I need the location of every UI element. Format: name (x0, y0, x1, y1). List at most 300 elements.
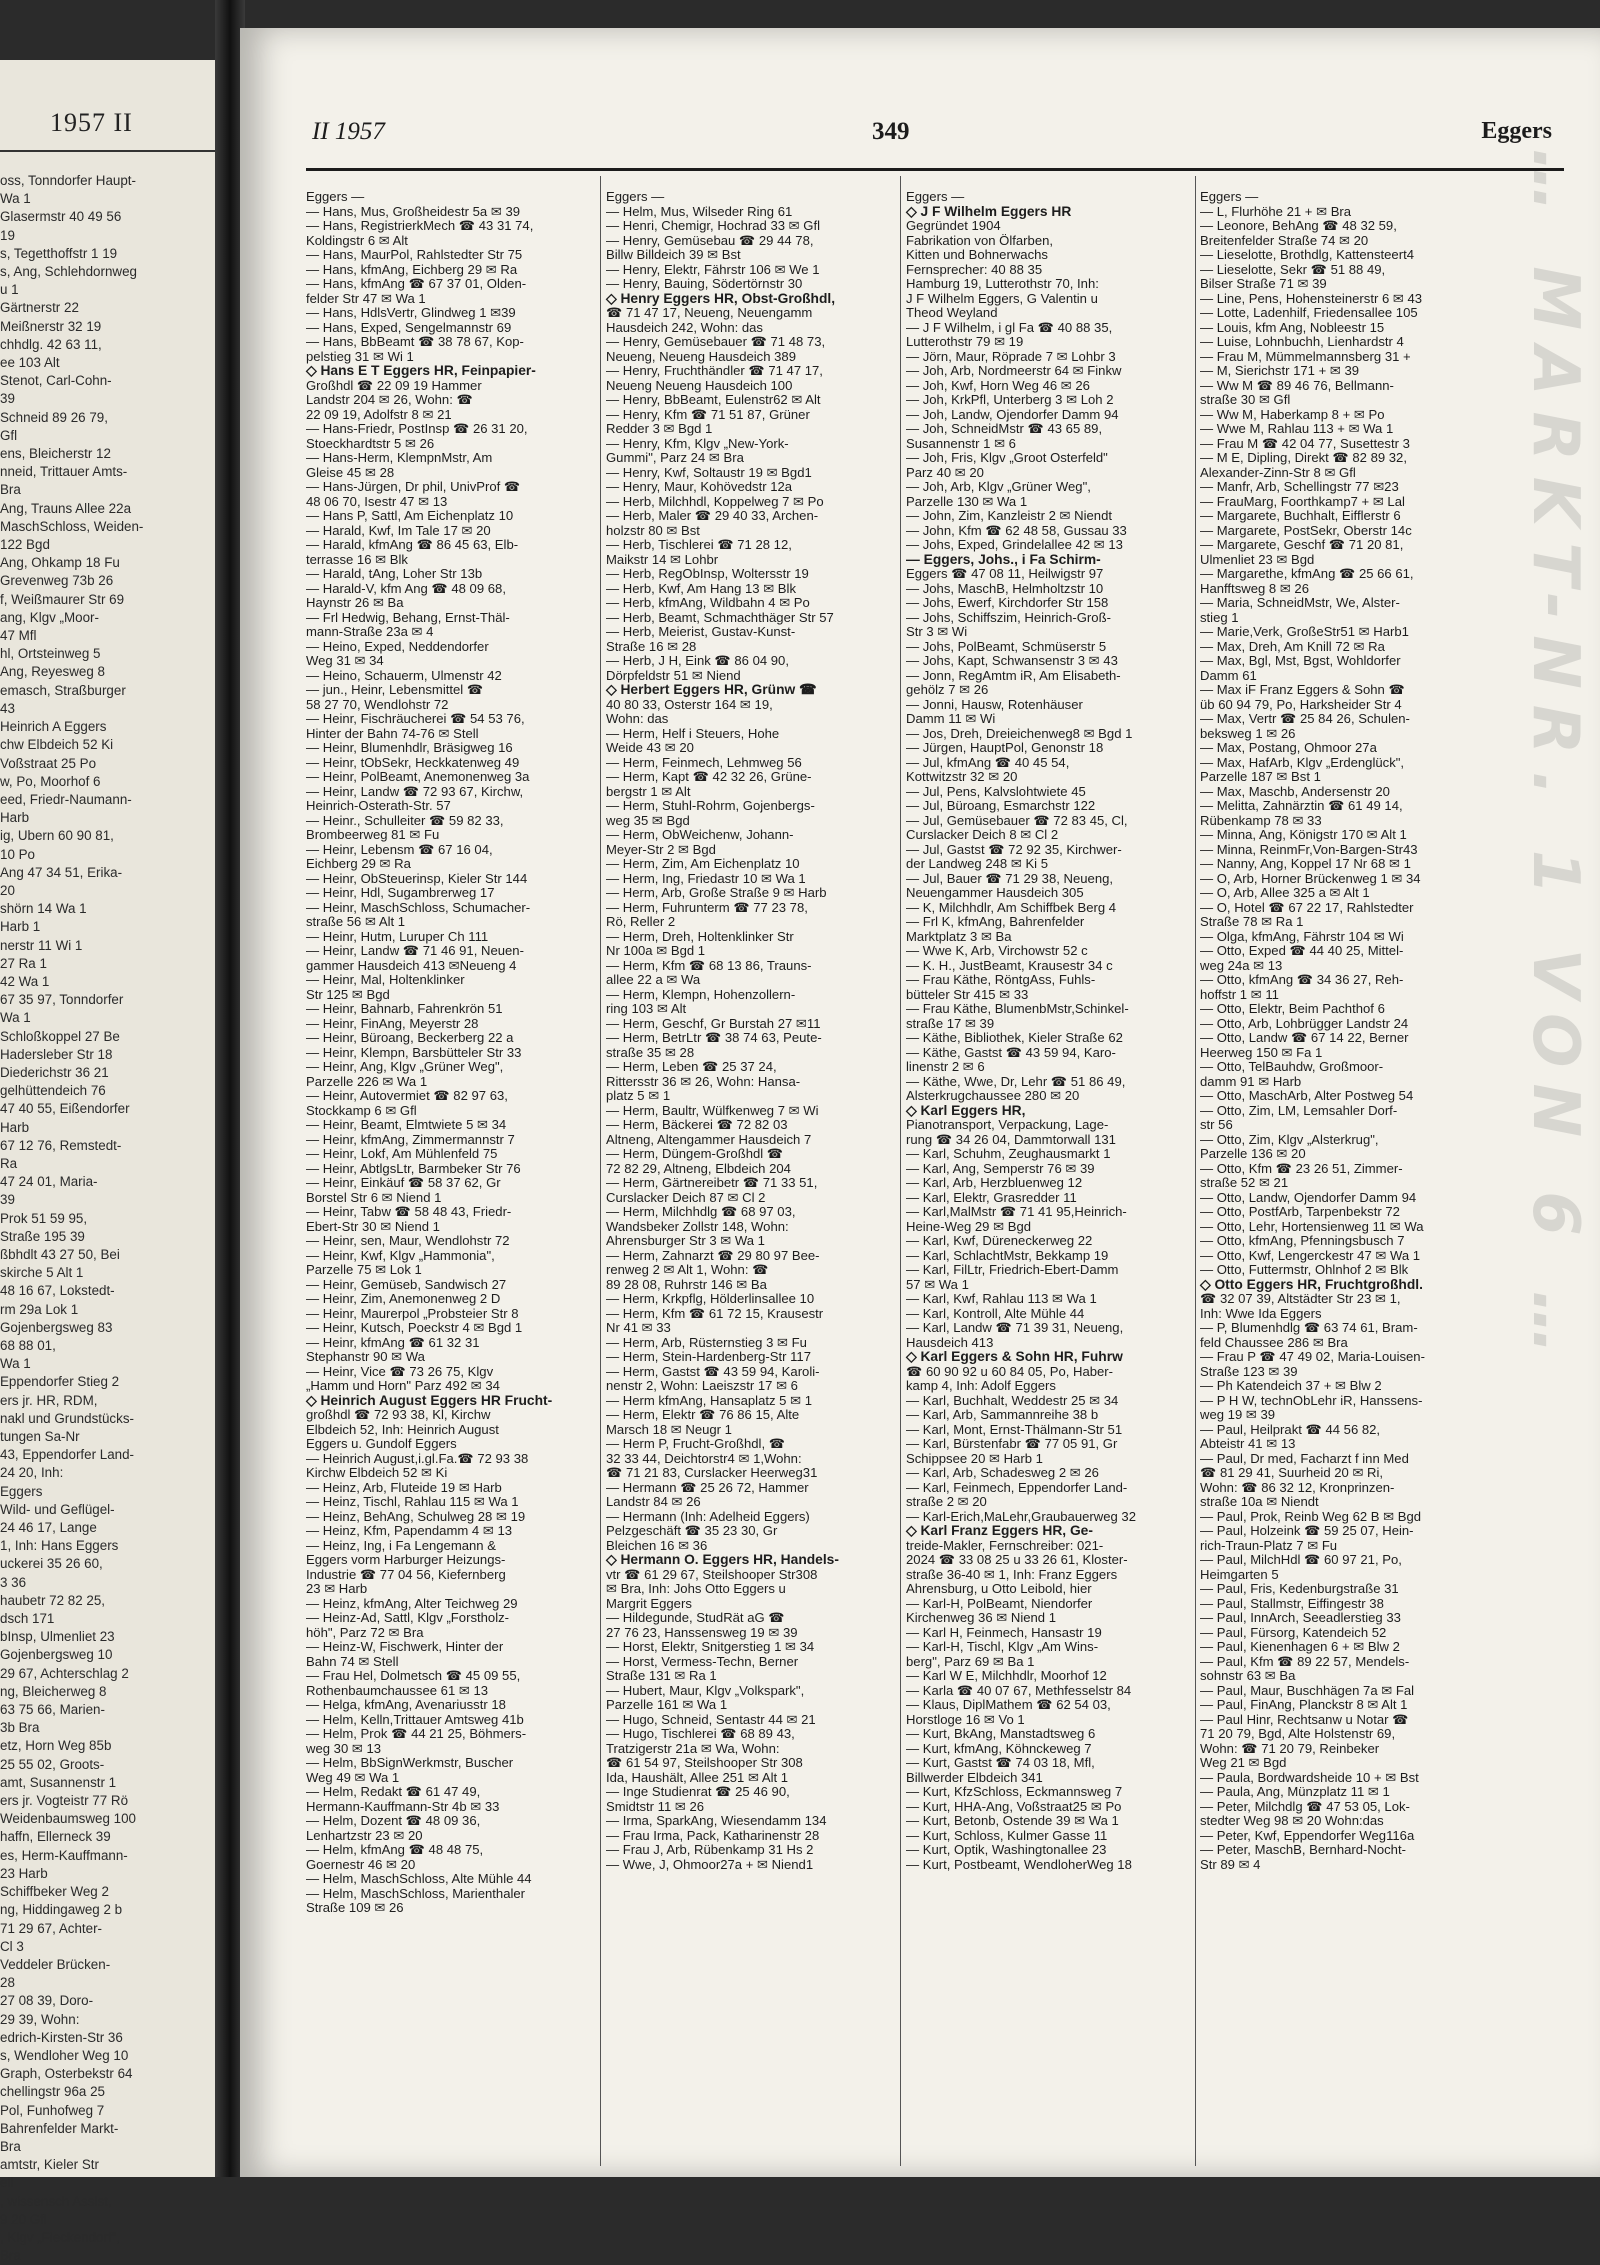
left-page-line: s, Tegetthoffstr 1 19 (0, 245, 118, 261)
directory-entry-line: — Otto, Kwf, Lengerckestr 47 ✉ Wa 1 (1200, 1247, 1421, 1263)
directory-entry-line: Eggers — (606, 189, 665, 204)
directory-entry-line: stedter Weg 98 ✉ 20 Wohn:das (1200, 1813, 1384, 1828)
directory-entry-line: — M E, Dipling, Direkt ☎ 82 89 32, (1200, 450, 1407, 465)
directory-entry-line: pelstieg 31 ✉ Wi 1 (306, 348, 414, 364)
directory-entry-line: Hausdeich 242, Wohn: das (606, 319, 763, 335)
left-page-line: chw Elbdeich 52 Ki (0, 737, 114, 753)
directory-entry-line: — Joh, SchneidMstr ☎ 43 65 89, (906, 421, 1103, 436)
directory-entry-line: Tratzigerstr 21a ✉ Wa, Wohn: (606, 1740, 780, 1756)
left-page-line: Wild- und Geflügel- (0, 1501, 115, 1517)
directory-entry-line: — Kurt, Schloss, Kulmer Gasse 11 (906, 1827, 1108, 1843)
directory-entry-line: Wohn: das (606, 711, 669, 726)
left-page-line: 23 Harb (0, 1865, 48, 1881)
directory-entry-line: — Otto, Zim, LM, Lemsahler Dorf- (1200, 1102, 1398, 1118)
directory-entry-line: — Herm kfmAng, Hansaplatz 5 ✉ 1 (606, 1392, 812, 1408)
directory-entry-line: — Heinr, Einkäuf ☎ 58 37 62, Gr (306, 1175, 501, 1190)
directory-entry-line: — Hans, HdlsVertr, Glindweg 1 ✉39 (306, 305, 516, 320)
directory-entry-line: — Hans P, Sattl, Am Eichenplatz 10 (306, 508, 514, 523)
directory-entry-line: — O, Hotel ☎ 67 22 17, Rahlstedter (1200, 899, 1414, 915)
left-page-line: Meißnerstr 32 19 (0, 318, 102, 334)
directory-entry-line: Str 125 ✉ Bgd (306, 986, 390, 1002)
left-page-line: bInsp, Ulmenliet 23 (0, 1629, 115, 1645)
directory-entry-line: Billw Billdeich 39 ✉ Bst (606, 247, 741, 262)
directory-entry-line: üb 60 94 79, Po, Harksheider Str 4 (1200, 696, 1402, 712)
directory-entry-line: — Wwe M, Rahlau 113 + ✉ Wa 1 (1200, 421, 1394, 436)
directory-entry-line: — Herm, Kapt ☎ 42 32 26, Grüne- (606, 769, 812, 784)
directory-entry-line: — Maria, SchneidMstr, We, Alster- (1200, 595, 1400, 610)
directory-entry-line: terrasse 16 ✉ Blk (306, 551, 408, 567)
left-page-line: 29 39, Wohn: (0, 2011, 80, 2027)
directory-entry-line: — Frl Hedwig, Behang, Ernst-Thäl- (306, 609, 510, 625)
left-page-line: ang, Klgv „Moor- (0, 609, 99, 625)
directory-entry-line: Hamburg 19, Lutterothstr 70, Inh: (906, 276, 1099, 291)
directory-entry-line: straße 35 ✉ 28 (606, 1044, 695, 1060)
directory-entry-line: — Helm, Prok ☎ 44 21 25, Böhmers- (306, 1726, 527, 1741)
directory-entry-line: — Kurt, BkAng, Manstadtsweg 6 (906, 1726, 1096, 1741)
directory-entry-line: — Herm, ObWeichenw, Johann- (606, 827, 794, 842)
directory-entry-line: — Heinr, Hutm, Luruper Ch 111 (306, 928, 489, 944)
left-page-line: 3 36 (0, 1574, 27, 1590)
directory-entry-line: — Klaus, DiplMathem ☎ 62 54 03, (906, 1697, 1111, 1712)
directory-entry-line: — Hans, kfmAng, Eichberg 29 ✉ Ra (306, 261, 518, 277)
directory-entry-line: ◇ Karl Eggers HR, (906, 1102, 1026, 1118)
directory-entry-line: ◇ J F Wilhelm Eggers HR (906, 203, 1072, 219)
directory-entry-line: — Paul, InnArch, Seeadlerstieg 33 (1200, 1610, 1401, 1625)
left-page-line: es, Herm-Kauffmann- (0, 1847, 128, 1863)
left-page-line: Heinrich A Eggers (0, 719, 107, 735)
directory-entry-line: Breitenfelder Straße 74 ✉ 20 (1200, 232, 1369, 248)
directory-entry-line: — Kurt, Gastst ☎ 74 03 18, Mfl, (906, 1755, 1095, 1770)
directory-entry-line: — Harald, kfmAng ☎ 86 45 63, Elb- (306, 537, 519, 552)
directory-entry-line: 57 ✉ Wa 1 (906, 1276, 969, 1292)
directory-entry-line: — Karl, Arb, Schadesweg 2 ✉ 26 (906, 1465, 1099, 1480)
directory-entry-line: — Karl, SchlachtMstr, Bekkamp 19 (906, 1247, 1109, 1263)
directory-entry-line: — Heinr, Büroang, Beckerberg 22 a (306, 1030, 514, 1045)
directory-entry-line: Rö, Reller 2 (606, 914, 676, 929)
directory-entry-line: — Hans-Jürgen, Dr phil, UnivProf ☎ (306, 479, 521, 494)
directory-entry-line: — Helm, MaschSchloss, Alte Mühle 44 (306, 1871, 532, 1886)
directory-entry-line: Rothenbaumchaussee 61 ✉ 13 (306, 1682, 489, 1698)
directory-entry-line: — K, Milchhdlr, Am Schiffbek Berg 4 (906, 899, 1117, 915)
directory-entry-line: — Helm, BbSignWerkmstr, Buscher (306, 1755, 514, 1770)
column-divider (900, 176, 901, 2166)
directory-entry-line: — Herb, Tischlerei ☎ 71 28 12, (606, 537, 792, 552)
directory-entry-line: straße 52 ✉ 21 (1200, 1175, 1289, 1190)
left-page-line: ßbhdlt 43 27 50, Bei (0, 1246, 120, 1262)
directory-entry-line: 23 ✉ Harb (306, 1581, 368, 1596)
directory-entry-line: — Horst, Vermess-Techn, Berner (606, 1653, 799, 1669)
directory-entry-line: bergstr 1 ✉ Alt (606, 783, 691, 799)
column-divider (600, 176, 601, 2166)
directory-entry-line: damm 91 ✉ Harb (1200, 1073, 1302, 1089)
left-page-line: eed, Friedr-Naumann- (0, 791, 132, 807)
directory-entry-line: Landstr 204 ✉ 26, Wohn: ☎ (306, 392, 473, 407)
directory-entry-line: — Herb, Maler ☎ 29 40 33, Archen- (606, 508, 819, 523)
directory-entry-line: Haynstr 26 ✉ Ba (306, 595, 404, 610)
left-page-line: ers jr. Vogteistr 77 Rö (0, 1793, 129, 1809)
directory-entry-line: — Helm, kfmAng ☎ 48 48 75, (306, 1842, 484, 1857)
left-page-line: 71 29 67, Achter- (0, 1920, 102, 1936)
directory-entry-line: — Herm, Zahnarzt ☎ 29 80 97 Bee- (606, 1247, 820, 1263)
directory-entry-line: — Heinr, Mal, Holtenklinker (306, 972, 465, 987)
left-page-line: Ang, Reyesweg 8 (0, 664, 105, 680)
directory-entry-line: 89 28 08, Ruhrstr 146 ✉ Ba (606, 1276, 767, 1292)
directory-entry-line: — Olga, kfmAng, Fährstr 104 ✉ Wi (1200, 928, 1404, 944)
page-header (312, 118, 1570, 158)
left-page-line: Bra (0, 482, 21, 498)
directory-entry-line: Industrie ☎ 77 04 56, Kiefernberg (306, 1566, 506, 1582)
directory-entry-line: — Karl, Kwf, Düreneckerweg 22 (906, 1233, 1093, 1248)
left-page-line: ng, Hiddingaweg 2 b (0, 1902, 123, 1918)
directory-entry-line: — Heinr, Landw ☎ 71 46 91, Neuen- (306, 943, 524, 958)
left-page-line: 67 12 76, Remstedt- (0, 1137, 122, 1153)
directory-entry-line: „Hamm und Horn" Parz 492 ✉ 34 (306, 1378, 500, 1393)
directory-entry-line: Gleise 45 ✉ 28 (306, 464, 395, 480)
directory-entry-line: — Otto, kfmAng ☎ 34 36 27, Reh- (1200, 972, 1404, 987)
directory-entry-line: — Helga, kfmAng, Avenariusstr 18 (306, 1697, 506, 1712)
left-page-line: Bra (0, 2248, 21, 2264)
left-page-line: Graph, Osterbekstr 64 (0, 2066, 133, 2082)
directory-entry-line: — Herm, Dreh, Holtenklinker Str (606, 928, 794, 944)
directory-entry-line: — Heinr, sen, Maur, Wendlohstr 72 (306, 1233, 510, 1248)
directory-entry-line: — Henry, Kwf, Soltaustr 19 ✉ Bgd1 (606, 464, 812, 480)
directory-entry-line: — Heinr, AbtlgsLtr, Barmbeker Str 76 (306, 1160, 521, 1176)
directory-entry-line: — Herm, Klempn, Hohenzollern- (606, 986, 796, 1002)
left-page-line: Wa 1 (0, 191, 31, 207)
directory-entry-line: Curslacker Deich 8 ✉ Cl 2 (906, 827, 1059, 842)
directory-entry-line: — Henry, Gemüsebauer ☎ 71 48 73, (606, 334, 826, 349)
left-page-line: oss, Tonndorfer Haupt- (0, 173, 136, 188)
directory-entry-line: — Hans-Friedr, PostInsp ☎ 26 31 20, (306, 421, 528, 436)
directory-entry-line: — Herm P, Frucht-Großhdl, ☎ (606, 1436, 786, 1451)
directory-column-4 (1200, 190, 1492, 1872)
directory-entry-line: 32 33 44, Deichtorstr4 ✉ 1,Wohn: (606, 1450, 802, 1466)
directory-entry-line: weg 24a ✉ 13 (1200, 957, 1283, 973)
left-page-line: ee 103 Alt (0, 355, 60, 371)
left-page-line: Veddeler Brücken- (0, 1956, 111, 1972)
directory-entry-line: — Johs, Exped, Grindelallee 42 ✉ 13 (906, 537, 1123, 552)
left-page-line: chhdlg. 42 63 11, (0, 336, 102, 352)
directory-entry-line: — Otto, MaschArb, Alter Postweg 54 (1200, 1088, 1414, 1103)
left-page-line: 19 (0, 227, 15, 243)
left-page-line: Weidenbaumsweg 100 (0, 1811, 136, 1827)
left-page-line: Schiffbeker Weg 2 (0, 1884, 109, 1900)
directory-entry-line: 48 06 70, Isestr 47 ✉ 13 (306, 493, 448, 509)
directory-entry-line: Redder 3 ✉ Bgd 1 (606, 421, 713, 436)
directory-entry-line: — Jul, Bauer ☎ 71 29 38, Neueng, (906, 870, 1114, 886)
directory-entry-line: Schippsee 20 ✉ Harb 1 (906, 1450, 1043, 1466)
directory-entry-line: Parzelle 187 ✉ Bst 1 (1200, 769, 1321, 784)
directory-entry-line: — Karl, Arb, Sammannreihe 38 b (906, 1407, 1099, 1422)
directory-entry-line: — Henry, Fruchthändler ☎ 71 47 17, (606, 363, 823, 378)
directory-entry-line: — Heinr, MaschSchloss, Schumacher- (306, 899, 531, 915)
directory-entry-line: str 56 (1200, 1117, 1233, 1132)
directory-entry-line: — Herm, Geschf, Gr Burstah 27 ✉11 (606, 1015, 821, 1031)
directory-entry-line: Altneng, Altengammer Hausdeich 7 (606, 1131, 812, 1147)
left-page-line: Ang, Ohkamp 18 Fu (0, 555, 120, 571)
directory-entry-line: — Heinr, kfmAng ☎ 61 32 31 (306, 1334, 480, 1350)
side-advertisement-text: … MARKT-NR. 1 VON 6 … (1518, 148, 1592, 1371)
directory-entry-line: — Heinr, Autovermiet ☎ 82 97 63, (306, 1088, 508, 1103)
directory-entry-line: — Jul, Gemüsebauer ☎ 72 83 45, Cl, (906, 812, 1128, 828)
directory-entry-line: — Hans, RegistrierkMech ☎ 43 31 74, (306, 218, 534, 233)
directory-entry-line: — Herm, Elektr ☎ 76 86 15, Alte (606, 1407, 800, 1422)
directory-entry-line: — Paul, MilchHdl ☎ 60 97 21, Po, (1200, 1552, 1402, 1567)
directory-entry-line: — Heinr, Ang, Klgv „Grüner Weg", (306, 1059, 504, 1074)
directory-entry-line: — FrauMarg, Foorthkamp7 + ✉ Lal (1200, 493, 1405, 509)
left-page-line: Stenot, Carl-Cohn- (0, 373, 112, 389)
left-page-line: haubetr 72 82 25, (0, 1592, 105, 1608)
directory-entry-line: — Herb, Meierist, Gustav-Kunst- (606, 624, 796, 639)
directory-entry-line: — Margarete, Buchhalt, Eifflerstr 6 (1200, 508, 1401, 523)
left-page-line: Bra (0, 2138, 21, 2154)
directory-entry-line: Straße 131 ✉ Ra 1 (606, 1668, 717, 1683)
left-page-line: 3b Bra (0, 1720, 40, 1736)
left-page-line: s, Wendloher Weg 10 (0, 2047, 129, 2063)
directory-entry-line: ◇ Karl Franz Eggers HR, Ge- (906, 1523, 1093, 1538)
directory-entry-line: 72 82 29, Altneng, Elbdeich 204 (606, 1160, 791, 1176)
directory-entry-line: Fabrikation von Ölfarben, (906, 232, 1054, 248)
directory-entry-line: — Henry, Bauing, Södertörnstr 30 (606, 276, 803, 291)
directory-entry-line: — Karl, Bürstenfabr ☎ 77 05 91, Gr (906, 1436, 1118, 1451)
directory-entry-line: — Joh, Fris, Klgv „Groot Osterfeld" (906, 450, 1108, 465)
left-page-line: Diederichstr 36 21 (0, 1064, 109, 1080)
directory-entry-line: — Luise, Lohnbuchh, Lienhardstr 4 (1200, 334, 1404, 349)
directory-entry-line: weg 35 ✉ Bgd (606, 812, 690, 828)
directory-entry-line: — jun., Heinr, Lebensmittel ☎ (306, 682, 484, 697)
directory-entry-line: — Manfr, Arb, Schellingstr 77 ✉23 (1200, 479, 1399, 494)
directory-entry-line: — Margarethe, kfmAng ☎ 25 66 61, (1200, 566, 1414, 581)
directory-entry-line: — Max iF Franz Eggers & Sohn ☎ (1200, 682, 1405, 697)
directory-page (240, 28, 1600, 2177)
directory-entry-line: Eggers — (306, 189, 365, 204)
directory-entry-line: Straße 78 ✉ Ra 1 (1200, 914, 1304, 929)
directory-entry-line: — Herm, Düngem-Großhdl ☎ (606, 1146, 784, 1161)
directory-entry-line: ✉ Bra, Inh: Johs Otto Eggers u (606, 1581, 786, 1596)
directory-entry-line: Parzelle 130 ✉ Wa 1 (906, 493, 1028, 509)
directory-entry-line: Billwerder Elbdeich 341 (906, 1769, 1043, 1785)
directory-entry-line: Weide 43 ✉ 20 (606, 740, 694, 755)
directory-entry-line: — Peter, Milchdlg ☎ 47 53 05, Lok- (1200, 1798, 1410, 1814)
directory-entry-line: Heimgarten 5 (1200, 1566, 1279, 1582)
left-page-line: uckerei 35 26 60, (0, 1556, 103, 1572)
left-page-line: 10 Po (0, 846, 35, 862)
left-page-line: amt, Susannenstr 1 (0, 1774, 117, 1790)
directory-entry-line: kamp 4, Inh: Adolf Eggers (906, 1378, 1056, 1393)
left-page-line: 9 20 Gfl (0, 2211, 47, 2227)
directory-entry-line: — Karl-Erich,MaLehr,Graubauerweg 32 (906, 1508, 1136, 1524)
directory-entry-line: — Herm, Krkpflg, Hölderlinsallee 10 (606, 1291, 815, 1306)
directory-entry-line: Smidtstr 11 ✉ 26 (606, 1798, 705, 1814)
directory-entry-line: — Lotte, Ladenhilf, Friedensallee 105 (1200, 305, 1418, 320)
directory-entry-line: — Herm, Gärtnereibetr ☎ 71 33 51, (606, 1175, 818, 1190)
left-page-line: Gfl (0, 427, 18, 443)
directory-entry-line: — Herm, Stein-Hardenberg-Str 117 (606, 1349, 811, 1364)
directory-entry-line: Dörpfeldstr 51 ✉ Niend (606, 667, 741, 683)
directory-entry-line: — Hans, kfmAng ☎ 67 37 01, Olden- (306, 276, 527, 291)
left-page-line: 43, Eppendorfer Land- (0, 1447, 135, 1463)
directory-entry-line: Theod Weyland (906, 305, 998, 320)
left-page-line: , wissensch Assist, (0, 2193, 112, 2209)
directory-entry-line: — Otto, Lehr, Hortensienweg 11 ✉ Wa (1200, 1218, 1424, 1234)
directory-entry-line: — Lieselotte, Sekr ☎ 51 88 49, (1200, 261, 1386, 277)
left-page-line: 68 88 01, (0, 1338, 56, 1353)
directory-entry-line: — Herm, Leben ☎ 25 37 24, (606, 1059, 777, 1074)
directory-entry-line: — Käthe, Bibliothek, Kieler Straße 62 (906, 1030, 1123, 1045)
directory-entry-line: — Herm, Gastst ☎ 43 59 94, Karoli- (606, 1363, 820, 1379)
directory-entry-line: — Max, Postang, Ohmoor 27a (1200, 740, 1377, 755)
directory-entry-line: — Frau P ☎ 47 49 02, Maria-Louisen- (1200, 1349, 1425, 1364)
directory-entry-line: — John, Zim, Kanzleistr 2 ✉ Niendt (906, 508, 1112, 523)
directory-entry-line: mann-Straße 23a ✉ 4 (306, 624, 434, 639)
directory-entry-line: — Kurt, Postbeamt, WendloherWeg 18 (906, 1856, 1132, 1872)
directory-entry-line: — Wwe, J, Ohmoor27a + ✉ Niend1 (606, 1856, 814, 1872)
directory-entry-line: — Helm, MaschSchloss, Marienthaler (306, 1885, 526, 1901)
directory-entry-line: — Melitta, Zahnärztin ☎ 61 49 14, (1200, 798, 1403, 813)
directory-entry-line: — Herb, Milchhdl, Koppelweg 7 ✉ Po (606, 493, 824, 509)
directory-entry-line: — Herm, Bäckerei ☎ 72 82 03 (606, 1117, 788, 1132)
directory-entry-line: Heinrich-Osterath-Str. 57 (306, 798, 451, 813)
directory-entry-line: Parzelle 75 ✉ Lok 1 (306, 1262, 422, 1277)
directory-entry-line: Eggers — (1200, 189, 1259, 204)
directory-entry-line: — Frau M, Mümmelmannsberg 31 + (1200, 348, 1411, 364)
directory-entry-line: — Heinz, BehAng, Schulweg 28 ✉ 19 (306, 1508, 526, 1524)
directory-entry-line: ☎ 32 07 39, Altstädter Str 23 ✉ 1, (1200, 1291, 1401, 1306)
directory-entry-line: Neuengammer Hausdeich 305 (906, 885, 1084, 900)
left-page-line: , Klgv „Fieckendorf", (0, 2229, 121, 2245)
directory-entry-line: Weg 31 ✉ 34 (306, 653, 384, 668)
left-page-line: w, Po, Moorhof 6 (0, 773, 101, 789)
left-page-line: haffn, Ellerneck 39 (0, 1829, 111, 1845)
left-page-line: Gojenbergsweg 83 (0, 1319, 113, 1335)
directory-entry-line: — Otto, Futtermstr, Ohlnhof 2 ✉ Blk (1200, 1262, 1409, 1277)
directory-entry-line: Gegründet 1904 (906, 218, 1001, 233)
directory-entry-line: — Jul, Büroang, Esmarchstr 122 (906, 798, 1096, 813)
directory-entry-line: Nr 100a ✉ Bgd 1 (606, 943, 706, 958)
directory-entry-line: ring 103 ✉ Alt (606, 1001, 687, 1016)
directory-entry-line: — Otto, Elektr, Beim Pachthof 6 (1200, 1001, 1385, 1016)
directory-entry-line: — Frau Käthe, RöntgAss, Fuhls- (906, 972, 1096, 987)
left-page-line: Wa 1 (0, 1356, 31, 1372)
directory-entry-line: Straße 16 ✉ 28 (606, 638, 697, 654)
directory-entry-line: — Hans, MaurPol, Rahlstedter Str 75 (306, 247, 523, 262)
directory-entry-line: — Paul, Kfm ☎ 89 22 57, Mendels- (1200, 1653, 1410, 1669)
left-page-line: Bahrenfelder Markt- (0, 2120, 119, 2136)
left-page-line: 39 (0, 391, 15, 407)
left-page-line: Cl 3 (0, 1938, 24, 1954)
left-page-line: 48 16 67, Lokstedt- (0, 1283, 115, 1299)
directory-entry-line: — Ww M ☎ 89 46 76, Bellmann- (1200, 377, 1394, 393)
directory-entry-line: — Henry, Gemüsebau ☎ 29 44 78, (606, 232, 814, 248)
directory-entry-line: Eggers — (906, 189, 965, 204)
directory-entry-line: — Paul, Holzeink ☎ 59 25 07, Hein- (1200, 1523, 1414, 1538)
page-header-volume: II 1957 (312, 118, 385, 145)
left-page-line: Schneid 89 26 79, (0, 409, 108, 425)
directory-entry-line: Bilser Straße 71 ✉ 39 (1200, 276, 1327, 291)
directory-entry-line: Großhdl ☎ 22 09 19 Hammer (306, 377, 482, 393)
directory-entry-line: — Heino, Schauerm, Ulmenstr 42 (306, 667, 502, 683)
directory-entry-line: Wandsbeker Zollstr 148, Wohn: (606, 1218, 789, 1234)
directory-entry-line: — Helm, Redakt ☎ 61 47 49, (306, 1784, 481, 1799)
directory-entry-line: Str 3 ✉ Wi (906, 624, 968, 639)
directory-entry-line: J F Wilhelm Eggers, G Valentin u (906, 290, 1098, 306)
left-page-line: nakl und Grundstücks- (0, 1410, 134, 1426)
directory-column-3 (906, 190, 1198, 1872)
left-page-line: skirche 5 Alt 1 (0, 1265, 84, 1281)
directory-entry-line: Eggers vorm Harburger Heizungs- (306, 1552, 506, 1567)
directory-entry-line: — Horst, Elektr, Snitgerstieg 1 ✉ 34 (606, 1639, 815, 1654)
directory-entry-line: — Frau Irma, Pack, Katharinenstr 28 (606, 1827, 820, 1843)
directory-entry-line: — P H W, technObLehr iR, Hanssens- (1200, 1392, 1423, 1408)
directory-entry-line: — Herm, Kfm ☎ 61 72 15, Krausestr (606, 1305, 824, 1321)
directory-entry-line: Marsch 18 ✉ Neugr 1 (606, 1421, 732, 1437)
left-page-line: etz, Horn Weg 85b (0, 1738, 112, 1754)
directory-entry-line: — Karl-H, Tischl, Klgv „Am Wins- (906, 1639, 1099, 1654)
directory-entry-line: — Otto, kfmAng, Pfenningsbusch 7 (1200, 1233, 1405, 1248)
left-page-line: chellingstr 96a 25 (0, 2084, 105, 2100)
directory-entry-line: Parzelle 136 ✉ 20 (1200, 1146, 1306, 1161)
directory-entry-line: — Herb, Kwf, Am Hang 13 ✉ Blk (606, 580, 796, 596)
directory-entry-line: beksweg 1 ✉ 26 (1200, 725, 1296, 741)
left-page-line: tungen Sa-Nr (0, 1429, 80, 1445)
left-page-line: ell (0, 2175, 14, 2191)
directory-entry-line: berg", Parz 69 ✉ Ba 1 (906, 1653, 1035, 1669)
left-page-line: 25 55 02, Groots- (0, 1756, 105, 1772)
directory-entry-line: großhdl ☎ 72 93 38, Kl, Kirchw (306, 1407, 491, 1422)
directory-entry-line: — Irma, SparkAng, Wiesendamm 134 (606, 1813, 827, 1828)
directory-entry-line: — Herm, Zim, Am Eichenplatz 10 (606, 856, 800, 871)
directory-entry-line: rich-Traun-Platz 7 ✉ Fu (1200, 1537, 1338, 1553)
directory-entry-line: ☎ 81 29 41, Suurheid 20 ✉ Ri, (1200, 1465, 1384, 1480)
directory-entry-line: holzstr 80 ✉ Bst (606, 522, 700, 538)
directory-entry-line: Straße 123 ✉ 39 (1200, 1363, 1298, 1379)
directory-entry-line: Rübenkamp 78 ✉ 33 (1200, 812, 1322, 828)
left-page-line: ens, Bleicherstr 12 (0, 446, 111, 462)
directory-entry-line: — Kurt, kfmAng, Köhnckeweg 7 (906, 1740, 1092, 1756)
directory-entry-line: — Peter, Kwf, Eppendorfer Weg116a (1200, 1827, 1415, 1843)
page-header-name: Eggers (1481, 118, 1552, 144)
directory-entry-line: ◇ Karl Eggers & Sohn HR, Fuhrw (906, 1349, 1123, 1364)
directory-entry-line: Heine-Weg 29 ✉ Bgd (906, 1218, 1032, 1234)
directory-entry-line: Weg 49 ✉ Wa 1 (306, 1769, 400, 1785)
directory-entry-line: — Heinz, kfmAng, Alter Teichweg 29 (306, 1595, 518, 1611)
directory-entry-line: Stoeckhardtstr 5 ✉ 26 (306, 435, 435, 451)
directory-entry-line: Ebert-Str 30 ✉ Niend 1 (306, 1218, 440, 1234)
left-page-line: 122 Bgd (0, 537, 50, 553)
directory-entry-line: — Heinr, Kutsch, Poeckstr 4 ✉ Bgd 1 (306, 1320, 523, 1335)
directory-entry-line: Hinter der Bahn 74-76 ✉ Stell (306, 725, 479, 741)
directory-entry-line: — Jos, Dreh, Dreieichenweg8 ✉ Bgd 1 (906, 725, 1133, 741)
directory-entry-line: — Johs, Kapt, Schwansenstr 3 ✉ 43 (906, 653, 1118, 668)
directory-entry-line: — Hermann ☎ 25 26 72, Hammer (606, 1479, 809, 1495)
directory-entry-line: — Jörn, Maur, Röprade 7 ✉ Lohbr 3 (906, 348, 1116, 364)
directory-entry-line: — Henry, Kfm, Klgv „New-York- (606, 435, 789, 451)
directory-entry-line: — Heinr, Blumenhdlr, Bräsigweg 16 (306, 740, 513, 755)
directory-entry-line: — Otto, Arb, Lohbrügger Landstr 24 (1200, 1015, 1409, 1031)
directory-entry-line: Abteistr 41 ✉ 13 (1200, 1436, 1296, 1451)
directory-entry-line: stieg 1 (1200, 609, 1239, 625)
directory-entry-line: nenstr 2, Wohn: Laeiszstr 17 ✉ 6 (606, 1378, 798, 1393)
directory-entry-line: ◇ Hans E T Eggers HR, Feinpapier- (306, 363, 536, 378)
directory-entry-line: Weg 21 ✉ Bgd (1200, 1755, 1287, 1770)
directory-entry-line: — Heino, Exped, Neddendorfer (306, 638, 489, 654)
directory-entry-line: — Karl, Mont, Ernst-Thälmann-Str 51 (906, 1421, 1123, 1437)
directory-entry-line: — Herb, RegObInsp, Woltersstr 19 (606, 566, 809, 581)
directory-entry-line: — Karl,MalMstr ☎ 71 41 95,Heinrich- (906, 1204, 1127, 1219)
directory-entry-line: — Heinz-W, Fischwerk, Hinter der (306, 1639, 504, 1654)
directory-entry-line: Neueng Neueng Hausdeich 100 (606, 377, 793, 393)
directory-entry-line: Alexander-Zinn-Str 8 ✉ Gfl (1200, 464, 1356, 480)
